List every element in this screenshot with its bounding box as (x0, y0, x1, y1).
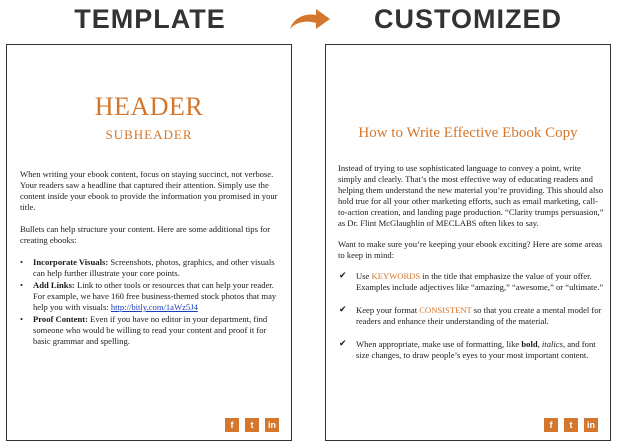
customized-label: CUSTOMIZED (373, 4, 562, 34)
template-social-icons (225, 418, 279, 432)
list-item (20, 314, 284, 347)
item-text: in the title that emphasize the value of your offer. Examples include adjectives like “amazing,” “awesome,” or “ultimate.” (356, 271, 604, 292)
item-text: When appropriate, make use of formatting, like (356, 339, 522, 349)
bold-example: bold (521, 339, 538, 349)
bullet-text: Even if you have no editor in your department, find someone who would be willing to read your content and proof it for basic grammar and spelling. (33, 314, 268, 346)
bullet-title: Proof Content: (33, 314, 88, 324)
list-item (20, 280, 284, 313)
twitter-icon[interactable]: t (564, 418, 578, 432)
checkmark-icon: ✔ (339, 339, 347, 349)
bullet-dot: • (20, 280, 24, 290)
template-paragraph-2: Bullets can help structure your content. Here are some additional tips for creating ebooks: (20, 224, 271, 245)
template-body (20, 169, 284, 348)
list-item (338, 339, 604, 361)
customized-paragraph-2: Want to make sure you’re keeping your ebook exciting? Here are some areas to keep in mind: (338, 239, 603, 260)
item-text: Use (356, 271, 372, 281)
checkmark-icon: ✔ (339, 271, 347, 281)
facebook-icon[interactable]: f (225, 418, 239, 432)
template-page (6, 44, 292, 441)
item-text: , (537, 339, 542, 349)
customized-checklist (338, 271, 604, 361)
template-bullet-list (20, 257, 284, 347)
item-text: Keep your format (356, 305, 420, 315)
list-item (20, 257, 284, 279)
bullet-text: Link to other tools or resources that can help your reader. For example, we have 160 free business-themed stock photos that may help you with visuals: (33, 280, 277, 312)
customized-social-icons (544, 418, 598, 432)
template-subheader: SUBHEADER (105, 127, 193, 142)
template-header: HEADER (94, 92, 204, 121)
keyword-highlight: CONSISTENT (419, 305, 472, 315)
keyword-highlight: KEYWORDS (371, 271, 421, 281)
bullet-dot: • (20, 257, 24, 267)
customized-body (338, 163, 604, 373)
customized-title: How to Write Effective Ebook Copy (358, 125, 578, 141)
template-paragraph-1: When writing your ebook content, focus on staying succinct, not verbose. Your readers saw a headline that captured their attention. Simply use the content inside your ebook to provide the information you promised in your title. (20, 169, 278, 212)
bullet-text: Screenshots, photos, graphics, and other visuals can help further illustrate your core points. (33, 257, 275, 278)
item-text: , and font size changes, to draw people’s eyes to your most important content. (356, 339, 596, 360)
italic-example: italics (541, 339, 563, 349)
bullet-title: Incorporate Visuals: (33, 257, 109, 267)
template-label: TEMPLATE (74, 4, 226, 34)
customized-page (325, 44, 611, 441)
bullet-title: Add Links: (33, 280, 75, 290)
customized-paragraph-1: Instead of trying to use sophisticated language to convey a point, write simply and clearly. That’s the most effective way of educating readers and helping them understand the new material you’re providing. This should also hold true for all your other marketing efforts, such as email marketing, call-to-action creation, and landing page production. “Clarity trumps persuasion,” as Dr. Flint McGlaughlin of MECLABS often likes to say. (338, 163, 604, 228)
linkedin-icon[interactable]: in (265, 418, 279, 432)
twitter-icon[interactable]: t (245, 418, 259, 432)
list-item (338, 271, 604, 293)
list-item (338, 305, 604, 327)
facebook-icon[interactable]: f (544, 418, 558, 432)
item-text: so that you create a mental model for readers and enhance their understanding of the material. (356, 305, 602, 326)
linkedin-icon[interactable]: in (584, 418, 598, 432)
bullet-dot: • (20, 314, 24, 324)
checkmark-icon: ✔ (339, 305, 347, 315)
stock-photos-link[interactable]: http://bitly.com/1aWz5J4 (110, 302, 198, 312)
